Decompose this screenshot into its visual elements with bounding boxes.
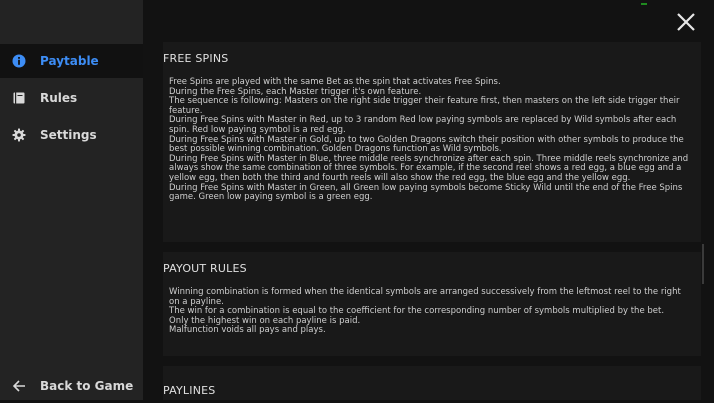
section-title: PAYLINES: [163, 384, 216, 397]
info-icon: [12, 54, 26, 68]
section-text: [169, 288, 694, 336]
section-text: [169, 78, 694, 203]
text-line: During the Free Spins, each Master trigger it's own feature.: [169, 86, 422, 97]
free-spins-section: [163, 42, 701, 242]
text-line: During Free Spins with Master in Green, all Green low paying symbols become Sticky Wild until the end of the Free Spins game. Green low paying symbol is a green egg.: [169, 182, 683, 203]
paylines-section: [163, 366, 701, 400]
book-icon: [12, 91, 26, 105]
sidebar-item-label: Rules: [40, 91, 78, 105]
sidebar-item-rules[interactable]: [0, 81, 143, 115]
sidebar: [0, 0, 143, 400]
sidebar-item-label: Settings: [40, 128, 97, 142]
back-to-game-button[interactable]: [0, 369, 143, 403]
scrollbar[interactable]: [702, 244, 704, 284]
text-line: The win for a combination is equal to the coefficient for the corresponding number of symbols multiplied by the bet.: [169, 306, 665, 317]
status-indicator: [641, 3, 647, 5]
text-line: During Free Spins with Master in Blue, three middle reels synchronize after each spin. Three middle reels synchronize and always show the same combination of three symbols. For example, if the second reel shows a red egg, a blue egg and a yellow egg, then both the third and fourth reels will also show the red egg, the blue egg and the yellow egg.: [169, 153, 689, 183]
section-title: FREE SPINS: [163, 52, 229, 65]
sidebar-item-paytable[interactable]: [0, 44, 143, 78]
text-line: Free Spins are played with the same Bet as the spin that activates Free Spins.: [169, 77, 501, 87]
text-line: Only the highest win on each payline is paid.: [169, 315, 361, 326]
text-line: Winning combination is formed when the identical symbols are arranged successively from the leftmost reel to the right on a payline.: [169, 287, 681, 307]
arrow-left-icon: [12, 379, 26, 393]
text-line: During Free Spins with Master in Red, up to 3 random Red low paying symbols are replaced by Wild symbols after each spin. Red low paying symbol is a red egg.: [169, 115, 677, 135]
section-title: PAYOUT RULES: [163, 262, 247, 275]
text-line: During Free Spins with Master in Gold, up to two Golden Dragons switch their position with other symbols to produce the best possible winning combination. Golden Dragons function as Wild symbols.: [169, 134, 684, 155]
text-line: The sequence is following: Masters on the right side trigger their feature first, then masters on the left side trigger their feature.: [169, 96, 680, 116]
gear-icon: [12, 128, 26, 142]
sidebar-item-settings[interactable]: [0, 118, 143, 152]
sidebar-item-label: Paytable: [40, 54, 99, 68]
close-icon[interactable]: [676, 12, 696, 32]
paytable-content: [143, 0, 714, 400]
payout-rules-section: [163, 252, 701, 356]
text-line: Malfunction voids all pays and plays.: [169, 325, 326, 336]
back-to-game-label: Back to Game: [40, 379, 134, 393]
